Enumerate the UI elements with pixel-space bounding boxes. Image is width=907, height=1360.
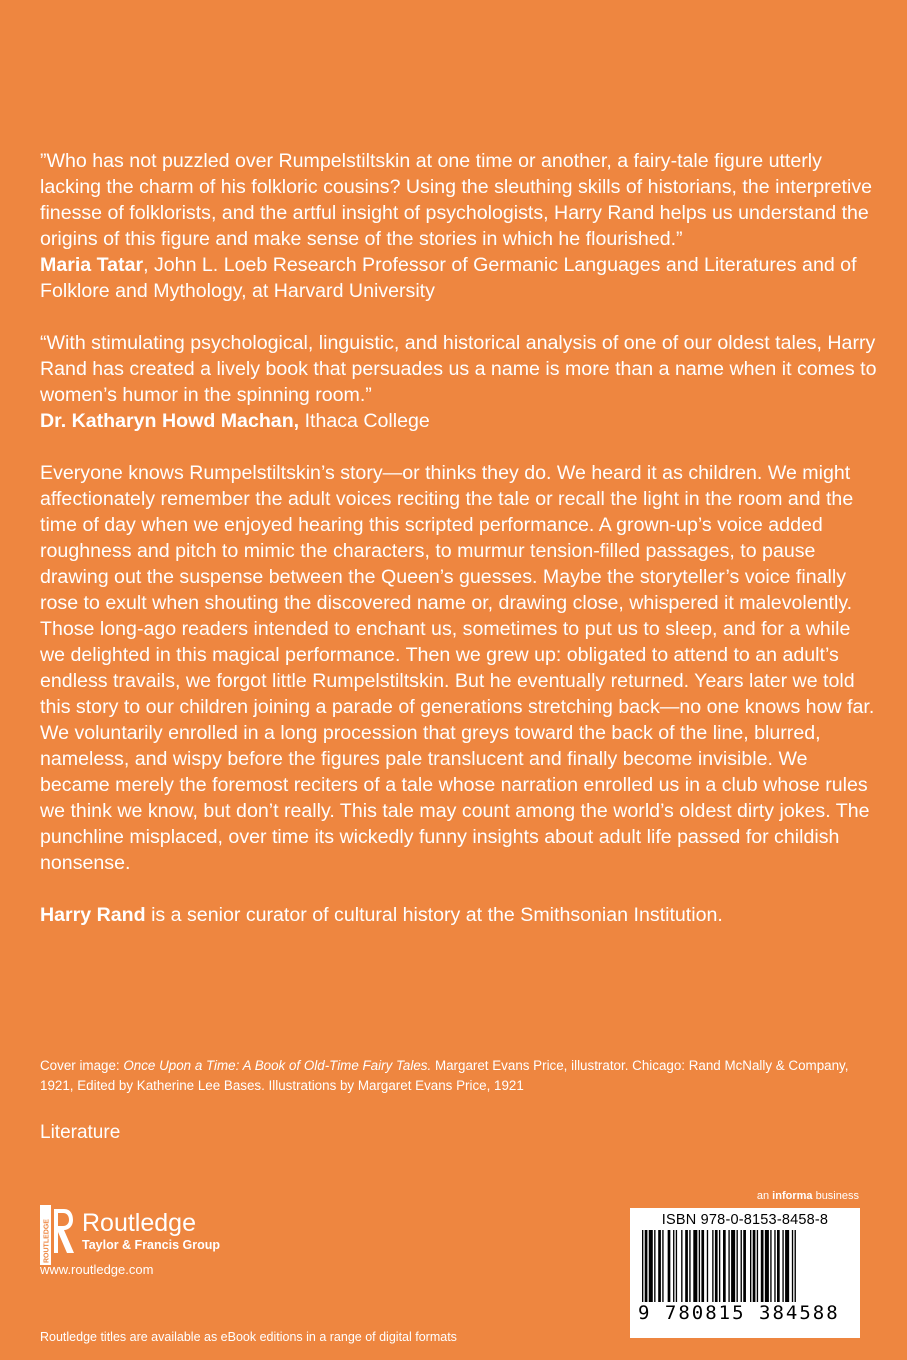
informa-tagline bbox=[757, 1190, 859, 1202]
quote-1-text: ”Who has not puzzled over Rumpelstiltskin at one time or another, a fairy-tale figure utterly lacking the charm of his folkloric cousins? Using the sleuthing skills of historians, the interpretive finesse of folklorists, and the artful insight of psychologists, Harry Rand helps us understand the origins of this figure and make sense of the stories in which he flourished.” bbox=[40, 150, 873, 250]
author-bio-text: is a senior curator of cultural history at the Smithsonian Institution. bbox=[145, 904, 723, 926]
cover-credit-title: Once Upon a Time: A Book of Old-Time Fairy Tales. bbox=[123, 1058, 432, 1073]
routledge-vertical-text: ROUTLEDGE bbox=[43, 1219, 51, 1263]
isbn-label: ISBN 978-0-8153-8458-8 bbox=[661, 1212, 829, 1228]
isbn-barcode bbox=[630, 1208, 860, 1338]
publisher-website-link[interactable]: www.routledge.com bbox=[40, 1262, 154, 1277]
quote-2-affiliation: Ithaca College bbox=[299, 410, 430, 432]
informa-suffix: business bbox=[812, 1190, 859, 1202]
routledge-r-icon bbox=[40, 1205, 74, 1265]
quote-1-author: Maria Tatar bbox=[40, 254, 144, 276]
cover-image-credit bbox=[40, 1056, 870, 1096]
quote-2 bbox=[40, 330, 880, 434]
ebook-note: Routledge titles are available as eBook editions in a range of digital formats bbox=[40, 1330, 457, 1344]
quote-1 bbox=[40, 148, 880, 304]
barcode-number bbox=[638, 1302, 852, 1324]
author-bio bbox=[40, 902, 880, 928]
cover-credit-prefix: Cover image: bbox=[40, 1058, 124, 1073]
author-bio-name: Harry Rand bbox=[40, 904, 146, 926]
publisher-name: Routledge bbox=[82, 1209, 196, 1237]
routledge-logo bbox=[40, 1205, 280, 1265]
publisher-group: Taylor & Francis Group bbox=[82, 1238, 220, 1252]
genre-label: Literature bbox=[40, 1122, 121, 1143]
informa-brand: informa bbox=[772, 1190, 813, 1202]
informa-prefix: an bbox=[756, 1190, 773, 1202]
barcode-group-2: 384588 bbox=[759, 1302, 840, 1324]
barcode-first-digit: 9 bbox=[638, 1302, 652, 1324]
book-blurb: Everyone knows Rumpelstiltskin’s story—or thinks they do. We heard it as children. We might affectionately remember the adult voices reciting the tale or recall the light in the room and the time of day when we enjoyed hearing this scripted performance. A grown-up’s voice added roughness and pitch to mimic the characters, to murmur tension-filled passages, to pause drawing out the suspense between the Queen’s guesses. Maybe the storyteller’s voice finally rose to exult when shouting the discovered name or, drawing close, whispered it malevolently. Those long-ago readers intended to enchant us, sometimes to put us to sleep, and for a while we delighted in this magical performance. Then we grew up: obligated to attend to an adult’s endless travails, we forgot little Rumpelstiltskin. But he eventually returned. Years later we told this story to our children joining a parade of generations stretching back—no one knows how far. We voluntarily enrolled in a long procession that greys toward the back of the line, blurred, nameless, and wispy before the figures pale translucent and finally become invisible. We became merely the foremost reciters of a tale whose narration enrolled us in a club whose rules we think we know, but don’t really. This tale may count among the world’s oldest dirty jokes. The punchline misplaced, over time its wickedly funny insights about adult life passed for childish nonsense. bbox=[40, 462, 875, 874]
back-cover-text bbox=[40, 148, 880, 928]
quote-2-author: Dr. Katharyn Howd Machan, bbox=[40, 410, 300, 432]
barcode-group-1: 780815 bbox=[664, 1302, 746, 1324]
cover-credit-rest: Margaret Evans Price, illustrator. Chicago: Rand McNally & Company, 1921, Edited by Katherine Lee Bases. Illustrations by Margaret Evans Price, 1921 bbox=[40, 1058, 849, 1093]
quote-1-affiliation: , John L. Loeb Research Professor of Germanic Languages and Literatures and of Folklore and Mythology, at Harvard University bbox=[40, 254, 857, 302]
quote-2-text: “With stimulating psychological, linguistic, and historical analysis of one of our oldest tales, Harry Rand has created a lively book that persuades us a name is more than a name when it comes to women’s humor in the spinning room.” bbox=[40, 332, 877, 406]
barcode-bars bbox=[638, 1230, 852, 1302]
